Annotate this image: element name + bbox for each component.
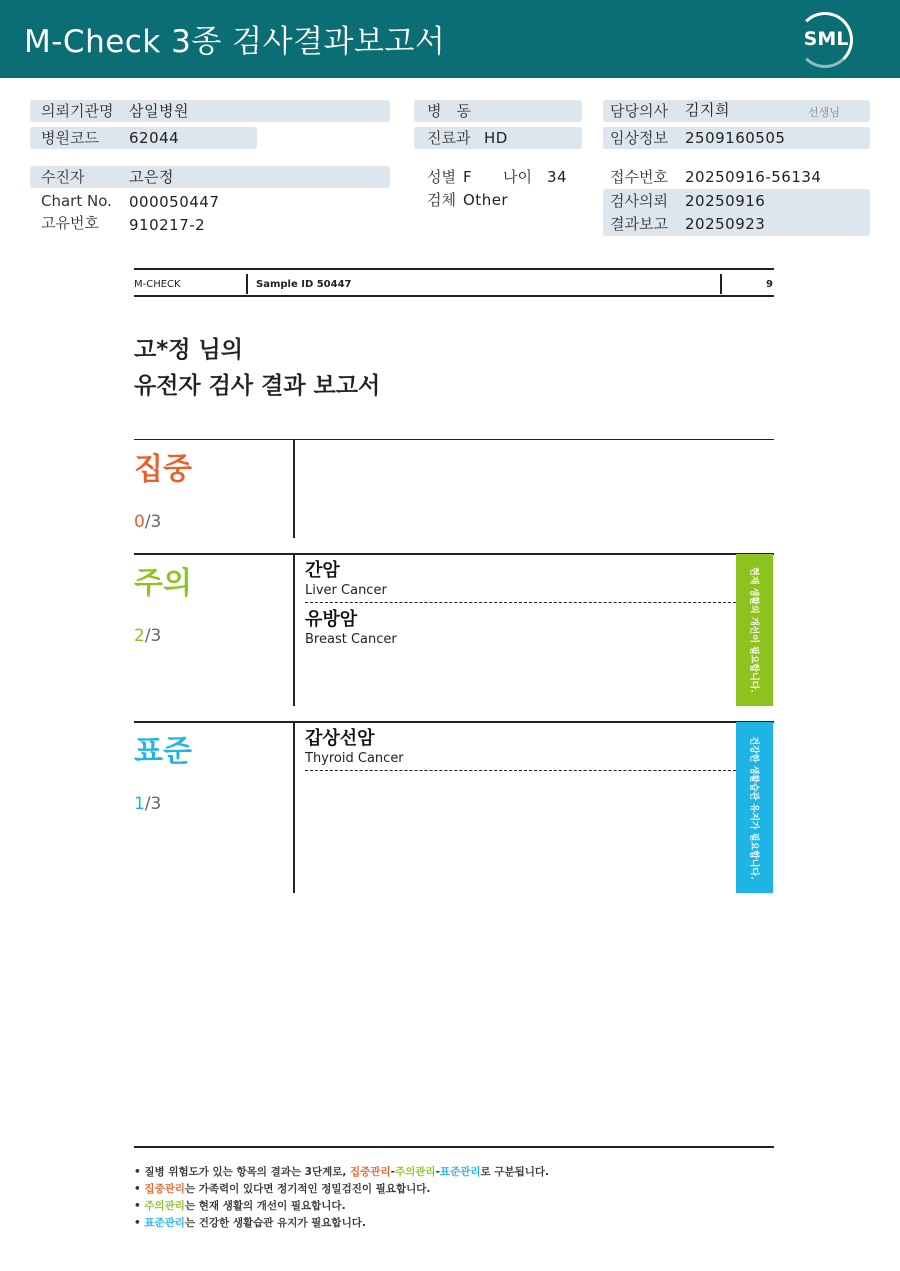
caution-item-separator xyxy=(305,602,736,603)
receipt-label: 접수번호 xyxy=(610,168,668,186)
hospital-code-value: 62044 xyxy=(129,129,180,147)
sample-id: Sample ID 50447 xyxy=(256,279,352,290)
ward-label: 병 동 xyxy=(427,102,471,120)
focus-section-rule xyxy=(134,439,774,440)
clinical-label: 임상정보 xyxy=(610,129,668,147)
note-2: • 집중관리는 가족력이 있다면 정기적인 정밀검진이 필요합니다. xyxy=(134,1183,431,1195)
institution-value: 삼일병원 xyxy=(129,102,189,120)
focus-category-name: 집중 xyxy=(134,452,192,487)
doctor-label: 담당의사 xyxy=(610,102,668,120)
patient-value: 고은정 xyxy=(129,168,174,186)
standard-category-count xyxy=(134,793,161,815)
note-1-dash-1: - xyxy=(390,1166,395,1178)
age-value: 34 xyxy=(547,168,568,186)
clinical-value: 2509160505 xyxy=(685,129,786,147)
sex-value: F xyxy=(463,168,473,186)
note-1-text-g: 로 구분됩니다. xyxy=(480,1166,550,1178)
age-label: 나이 xyxy=(503,168,532,186)
greeting-line-2: 유전자 검사 결과 보고서 xyxy=(134,373,381,399)
standard-count-value: 1 xyxy=(134,794,145,814)
subheader-divider-right xyxy=(720,274,722,294)
greeting-line-1: 고*정 님의 xyxy=(134,337,243,363)
note-4-text: 는 건강한 생활습관 유지가 필요합니다. xyxy=(184,1217,366,1229)
focus-category-count xyxy=(134,511,161,533)
focus-section-divider xyxy=(293,440,295,538)
note-1-caution: 주의관리 xyxy=(394,1166,436,1178)
caution-item-breast-en: Breast Cancer xyxy=(305,632,397,647)
standard-category-name: 표준 xyxy=(134,734,192,769)
focus-count-total: /3 xyxy=(144,512,162,532)
header-bar xyxy=(0,0,900,78)
note-2-text: 는 가족력이 있다면 정기적인 정밀검진이 필요합니다. xyxy=(184,1183,431,1195)
notes-rule xyxy=(134,1146,774,1148)
sex-label: 성별 xyxy=(427,168,456,186)
standard-count-total: /3 xyxy=(144,794,162,814)
caution-count-value: 2 xyxy=(134,626,145,646)
standard-section-divider xyxy=(293,722,295,893)
caution-item-breast-ko: 유방암 xyxy=(305,609,358,630)
note-4: • 표준관리는 건강한 생활습관 유지가 필요합니다. xyxy=(134,1217,366,1229)
standard-side-text: 건강한 생활습관 유지가 필요합니다. xyxy=(748,735,758,880)
page-number: 9 xyxy=(766,279,773,290)
caution-side-banner xyxy=(736,554,773,706)
standard-item-separator xyxy=(305,770,736,771)
note-1: • 질병 위험도가 있는 항목의 결과는 3단계로, 집중관리-주의관리-표준관리로 구분됩니다. xyxy=(134,1166,550,1178)
note-3-caution: 주의관리 xyxy=(144,1200,185,1212)
standard-section-rule xyxy=(134,721,774,723)
note-2-focus: 집중관리 xyxy=(144,1183,185,1195)
caution-item-liver-ko: 간암 xyxy=(305,560,340,581)
note-4-standard: 표준관리 xyxy=(144,1217,185,1229)
receipt-value: 20250916-56134 xyxy=(685,168,822,186)
standard-side-banner xyxy=(736,722,773,893)
institution-label: 의뢰기관명 xyxy=(41,102,114,120)
caution-category-count xyxy=(134,625,161,647)
dept-value: HD xyxy=(484,129,508,147)
note-1-focus: 집중관리 xyxy=(350,1166,391,1178)
doctor-suffix: 선생님 xyxy=(808,106,840,119)
hospital-code-label: 병원코드 xyxy=(41,129,99,147)
standard-item-thyroid-ko: 갑상선암 xyxy=(305,728,375,749)
caution-item-liver-en: Liver Cancer xyxy=(305,583,387,598)
caution-section-rule xyxy=(134,553,774,555)
specimen-value: Other xyxy=(463,191,509,209)
id-label: 고유번호 xyxy=(41,214,99,232)
dept-label: 진료과 xyxy=(427,129,471,147)
report-date-label: 결과보고 xyxy=(610,215,668,233)
specimen-label: 검체 xyxy=(427,191,456,209)
chart-label: Chart No. xyxy=(41,192,112,210)
caution-count-total: /3 xyxy=(144,626,162,646)
id-value: 910217-2 xyxy=(129,216,206,234)
brand-label: M-CHECK xyxy=(134,279,181,290)
request-label: 검사의뢰 xyxy=(610,192,668,210)
chart-value: 000050447 xyxy=(129,193,220,211)
standard-item-thyroid-en: Thyroid Cancer xyxy=(305,751,404,766)
request-value: 20250916 xyxy=(685,192,766,210)
note-3-text: 는 현재 생활의 개선이 필요합니다. xyxy=(184,1200,346,1212)
focus-count-value: 0 xyxy=(134,512,145,532)
note-3: • 주의관리는 현재 생활의 개선이 필요합니다. xyxy=(134,1200,346,1212)
caution-category-name: 주의 xyxy=(134,566,192,601)
subheader-top-rule xyxy=(134,268,774,270)
caution-side-text: 현재 생활의 개선이 필요합니다. xyxy=(748,567,758,693)
note-1-dash-2: - xyxy=(435,1166,440,1178)
logo-text: SML xyxy=(803,28,849,50)
patient-label: 수진자 xyxy=(41,168,85,186)
subheader-divider-left xyxy=(246,274,248,294)
doctor-value: 김지희 xyxy=(685,101,730,119)
subheader-bottom-rule xyxy=(134,295,774,297)
caution-section-divider xyxy=(293,554,295,706)
note-1-standard: 표준관리 xyxy=(439,1166,481,1178)
note-1-text-a: 질병 위험도가 있는 항목의 결과는 3단계로, xyxy=(144,1166,351,1178)
report-date-value: 20250923 xyxy=(685,215,766,233)
report-title: M-Check 3종 검사결과보고서 xyxy=(24,24,446,60)
sml-logo xyxy=(797,12,853,68)
